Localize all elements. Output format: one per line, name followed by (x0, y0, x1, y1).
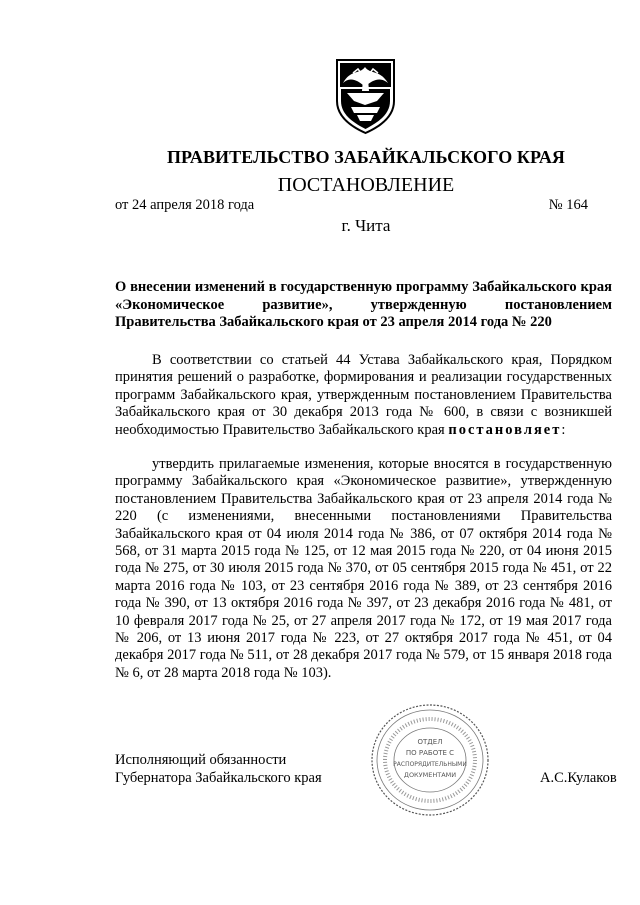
stamp-text-line1: ОТДЕЛ (417, 738, 443, 746)
stamp-text-line4: ДОКУМЕНТАМИ (403, 771, 457, 779)
preamble-paragraph (115, 352, 612, 439)
official-stamp (368, 700, 493, 820)
signatory-name: А.С.Кулаков (540, 770, 617, 786)
government-title: ПРАВИТЕЛЬСТВО ЗАБАЙКАЛЬСКОГО КРАЯ (166, 147, 566, 167)
stamp-text-line3: РАСПОРЯДИТЕЛЬНЫМИ (393, 761, 467, 768)
resolves-word: постановляет (448, 421, 562, 438)
resolution-paragraph: утвердить прилагаемые изменения, которые вносятся в государственную программу Забайкальского края «Экономическое развитие», утвержденную постановлением Правительства Забайкальского края от 23 апреля 2014 года № 220 (с изменениями, внесенными постановлениями Правительства Забайкальского края от 04 июля 2014 года № 386, от 07 октября 2014 года № 568, от 31 марта 2015 года № 125, от 12 мая 2015 года № 220, от 04 июня 2015 года № 275, от 30 июля 2015 года № 370, от 05 сентября 2015 года № 451, от 22 марта 2016 года № 103, от 23 сентября 2016 года № 389, от 23 сентября 2016 года № 390, от 13 октября 2016 года № 397, от 23 декабря 2016 года № 481, от 10 февраля 2017 года № 25, от 27 апреля 2017 года № 172, от 19 мая 2017 года № 206, от 13 июня 2017 года № 223, от 27 октября 2017 года № 451, от 04 декабря 2017 года № 511, от 28 декабря 2017 года № 579, от 15 января 2018 года № 6, от 28 марта 2018 года № 103). (115, 456, 612, 681)
document-subject: О внесении изменений в государственную программу Забайкальского края «Экономическое развитие», утвержденную постановлением Правительства Забайкальского края от 23 апреля 2014 года № 220 (115, 279, 612, 330)
document-date: от 24 апреля 2018 года (115, 197, 255, 213)
signatory-title (115, 752, 322, 787)
preamble-text: В соответствии со статьей 44 Устава Забайкальского края, Порядком принятия решений о разработке, формирования и реализации государственных программ Забайкальского края, утвержденным постановлением Правительства Забайкальского края от 30 декабря 2013 года № 600, в связи с возникшей необходимостью Правительство Забайкальского края (115, 352, 612, 438)
document-city: г. Чита (341, 216, 391, 235)
coat-of-arms-emblem (333, 57, 398, 135)
signatory-title-line2: Губернатора Забайкальского края (115, 769, 322, 786)
document-type: ПОСТАНОВЛЕНИЕ (277, 174, 455, 196)
document-number: № 164 (548, 197, 588, 213)
signatory-title-line1: Исполняющий обязанности (115, 752, 287, 768)
stamp-text-line2: ПО РАБОТЕ С (405, 749, 455, 757)
preamble-end: : (561, 421, 566, 438)
